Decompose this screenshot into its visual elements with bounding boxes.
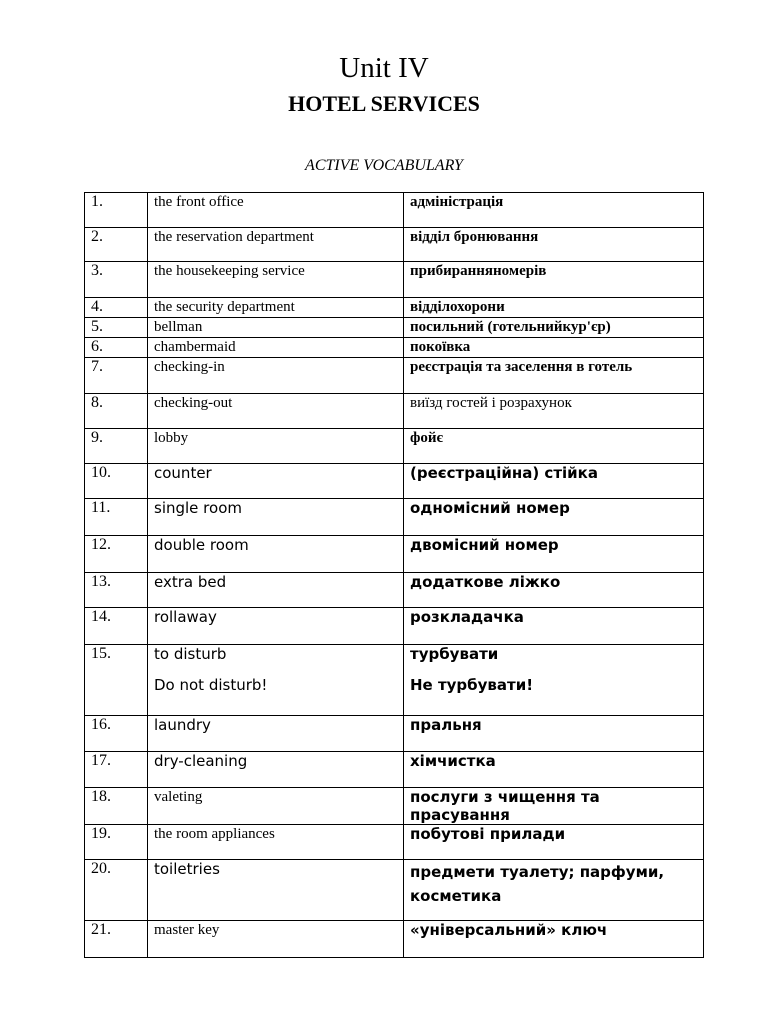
english-term: lobby <box>148 429 404 464</box>
english-term: the security department <box>148 298 404 318</box>
row-number: 20. <box>85 860 148 921</box>
english-term: the reservation department <box>148 228 404 262</box>
ukrainian-line: предмети туалету; парфуми, <box>410 863 665 881</box>
ukrainian-phrase: Не турбувати! <box>410 676 534 694</box>
english-term: toiletries <box>148 860 404 921</box>
row-number: 6. <box>85 338 148 358</box>
ukrainian-translation: пральня <box>404 716 704 752</box>
table-row <box>85 358 704 394</box>
ukrainian-line: турбувати <box>410 645 499 663</box>
english-term: extra bed <box>148 573 404 608</box>
ukrainian-translation: розкладачка <box>404 608 704 645</box>
ukrainian-translation: одномісний номер <box>404 499 704 536</box>
row-number: 1. <box>85 193 148 228</box>
ukrainian-translation: «універсальний» ключ <box>404 921 704 958</box>
ukrainian-translation <box>404 645 704 716</box>
table-row <box>85 921 704 958</box>
english-term <box>148 645 404 716</box>
english-term: the room appliances <box>148 825 404 860</box>
ukrainian-line-continued: косметика <box>410 887 502 905</box>
english-term: rollaway <box>148 608 404 645</box>
table-row <box>85 262 704 298</box>
table-row <box>85 608 704 645</box>
table-row <box>85 645 704 716</box>
row-number: 14. <box>85 608 148 645</box>
ukrainian-translation: виїзд гостей і розрахунок <box>404 394 704 429</box>
ukrainian-translation: побутові прилади <box>404 825 704 860</box>
ukrainian-translation: відділохорони <box>404 298 704 318</box>
row-number: 19. <box>85 825 148 860</box>
english-phrase: Do not disturb! <box>154 676 268 694</box>
row-number: 4. <box>85 298 148 318</box>
english-term: bellman <box>148 318 404 338</box>
unit-subtitle: HOTEL SERVICES <box>288 91 480 116</box>
section-heading: ACTIVE VOCABULARY <box>305 157 463 174</box>
ukrainian-translation: додаткове ліжко <box>404 573 704 608</box>
row-number: 11. <box>85 499 148 536</box>
english-term: checking-in <box>148 358 404 394</box>
ukrainian-translation: відділ бронювання <box>404 228 704 262</box>
english-term: the front office <box>148 193 404 228</box>
table-row <box>85 318 704 338</box>
english-term: counter <box>148 464 404 499</box>
row-number: 7. <box>85 358 148 394</box>
ukrainian-translation: прибиранняномерів <box>404 262 704 298</box>
english-term: valeting <box>148 788 404 825</box>
table-row <box>85 228 704 262</box>
row-number: 18. <box>85 788 148 825</box>
row-number: 9. <box>85 429 148 464</box>
table-row <box>85 788 704 825</box>
row-number: 2. <box>85 228 148 262</box>
english-term: the housekeeping service <box>148 262 404 298</box>
table-row <box>85 429 704 464</box>
ukrainian-translation: посильний (готельнийкур'єр) <box>404 318 704 338</box>
row-number: 15. <box>85 645 148 716</box>
table-row <box>85 499 704 536</box>
vocabulary-table <box>84 192 704 958</box>
table-row <box>85 573 704 608</box>
row-number: 8. <box>85 394 148 429</box>
ukrainian-translation: реєстрація та заселення в готель <box>404 358 704 394</box>
ukrainian-translation: двомісний номер <box>404 536 704 573</box>
english-term: master key <box>148 921 404 958</box>
english-term: laundry <box>148 716 404 752</box>
english-term-line: to disturb <box>154 645 227 663</box>
row-number: 17. <box>85 752 148 788</box>
english-term: single room <box>148 499 404 536</box>
ukrainian-translation: покоївка <box>404 338 704 358</box>
row-number: 13. <box>85 573 148 608</box>
unit-title: Unit IV <box>339 52 429 84</box>
english-term: dry-cleaning <box>148 752 404 788</box>
table-row <box>85 716 704 752</box>
ukrainian-translation: адміністрація <box>404 193 704 228</box>
table-row <box>85 825 704 860</box>
table-row <box>85 536 704 573</box>
table-row <box>85 193 704 228</box>
ukrainian-translation: фойє <box>404 429 704 464</box>
row-number: 5. <box>85 318 148 338</box>
row-number: 12. <box>85 536 148 573</box>
table-row <box>85 464 704 499</box>
ukrainian-translation: послуги з чищення та прасування <box>404 788 704 825</box>
ukrainian-translation: (реєстраційна) стійка <box>404 464 704 499</box>
ukrainian-translation: хімчистка <box>404 752 704 788</box>
english-term: checking-out <box>148 394 404 429</box>
english-term: double room <box>148 536 404 573</box>
ukrainian-translation <box>404 860 704 921</box>
row-number: 16. <box>85 716 148 752</box>
table-row <box>85 394 704 429</box>
row-number: 21. <box>85 921 148 958</box>
table-row <box>85 338 704 358</box>
table-row <box>85 752 704 788</box>
row-number: 3. <box>85 262 148 298</box>
table-row <box>85 298 704 318</box>
english-term: chambermaid <box>148 338 404 358</box>
table-row <box>85 860 704 921</box>
row-number: 10. <box>85 464 148 499</box>
